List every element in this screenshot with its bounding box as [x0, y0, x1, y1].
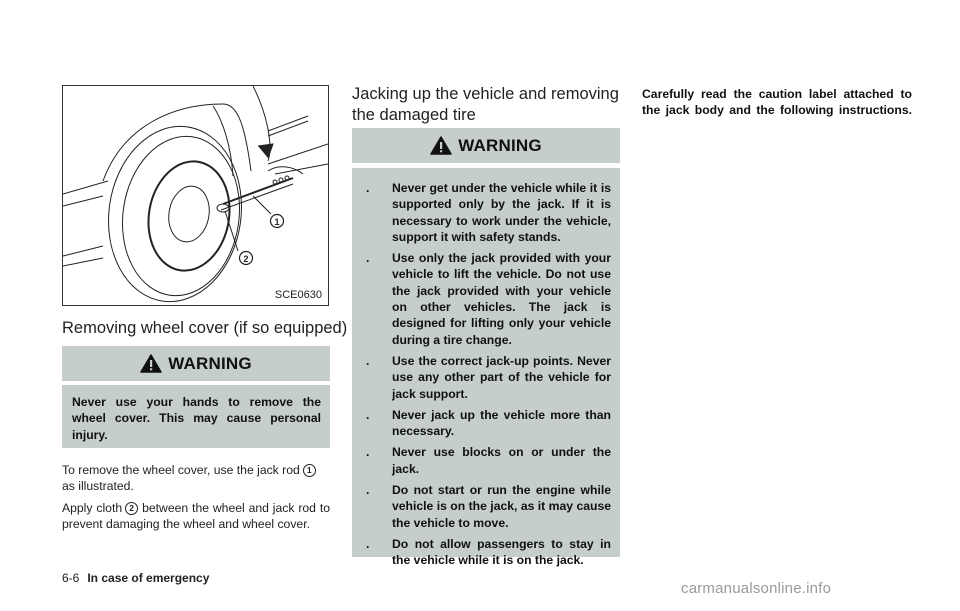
svg-text:2: 2: [243, 254, 249, 264]
page-footer: [62, 571, 209, 585]
callout-2-inline: 2: [125, 502, 138, 515]
bullet: .: [366, 353, 370, 368]
figure-id-label: SCE0630: [274, 289, 322, 301]
para2-text-after: between the wheel and jack rod to prevent damaging the wheel and wheel cover.: [62, 501, 330, 532]
warning-list: [360, 180, 611, 569]
paragraph-jack-rod: [62, 462, 332, 495]
warning-label: WARNING: [458, 135, 542, 155]
para1-text: To remove the wheel cover, use the jack rod: [62, 463, 300, 477]
warning-item: [360, 407, 611, 440]
bullet: .: [366, 445, 370, 460]
para2-text: Apply cloth: [62, 501, 123, 515]
warning-body-middle: [352, 168, 620, 568]
caution-label-instruction: Carefully read the caution label attached to the jack body and the following instructions.: [642, 87, 912, 118]
callout-2: [240, 252, 253, 265]
warning-item-text: Never use blocks on or under the jack.: [392, 445, 611, 476]
warning-item-text: Never jack up the vehicle more than necessary.: [392, 407, 611, 439]
bullet: .: [366, 251, 370, 266]
callout-1: [271, 215, 284, 228]
bullet: .: [366, 483, 370, 498]
warning-header-middle: [352, 128, 620, 163]
section-heading-wheel-cover: Removing wheel cover (if so equipped): [62, 319, 348, 337]
warning-item: [360, 180, 611, 245]
footer-section-title: In case of emergency: [87, 571, 210, 585]
wheel-jack-rod-drawing: [63, 86, 328, 305]
warning-label: WARNING: [168, 353, 252, 373]
warning-body-left: Never use your hands to remove the wheel cover. This may cause personal injury.: [62, 385, 330, 448]
warning-item: [360, 444, 611, 477]
callout-1-inline: 1: [303, 464, 316, 477]
wheel-cover-illustration: [62, 85, 329, 306]
svg-text:1: 1: [274, 217, 280, 227]
warning-header-left: [62, 346, 330, 381]
warning-item: [360, 353, 611, 402]
warning-item: [360, 482, 611, 531]
paragraph-apply-cloth: [62, 500, 330, 533]
warning-item: [360, 536, 611, 569]
warning-item-text: Use only the jack provided with your vehicle to lift the vehicle. Do not use the jack provided with your vehicle on other vehicles. The jack is designed for lifting only your vehicle during a tire change.: [392, 251, 611, 347]
bullet: .: [366, 181, 370, 195]
warning-triangle-icon: [430, 136, 452, 155]
warning-item-text: Never get under the vehicle while it is supported only by the jack. If it is necessary to work under the vehicle, support it with safety stands.: [392, 181, 611, 244]
watermark-link[interactable]: carmanualsonline.info: [681, 580, 832, 597]
bullet: .: [366, 536, 370, 551]
warning-item-text: Do not allow passengers to stay in the vehicle while it is on the jack.: [392, 536, 611, 568]
warning-item: [360, 250, 611, 348]
warning-triangle-icon: [140, 354, 162, 373]
bullet: .: [366, 407, 370, 422]
page-number: 6-6: [62, 571, 80, 585]
warning-item-text: Do not start or run the engine while vehicle is on the jack, as it may cause the vehicle to move.: [392, 483, 611, 530]
para1-text-after: as illustrated.: [62, 479, 134, 494]
warning-item-text: Use the correct jack-up points. Never use any other part of the vehicle for jack support.: [392, 353, 611, 401]
section-heading-jacking: Jacking up the vehicle and removing the damaged tire: [352, 85, 619, 124]
